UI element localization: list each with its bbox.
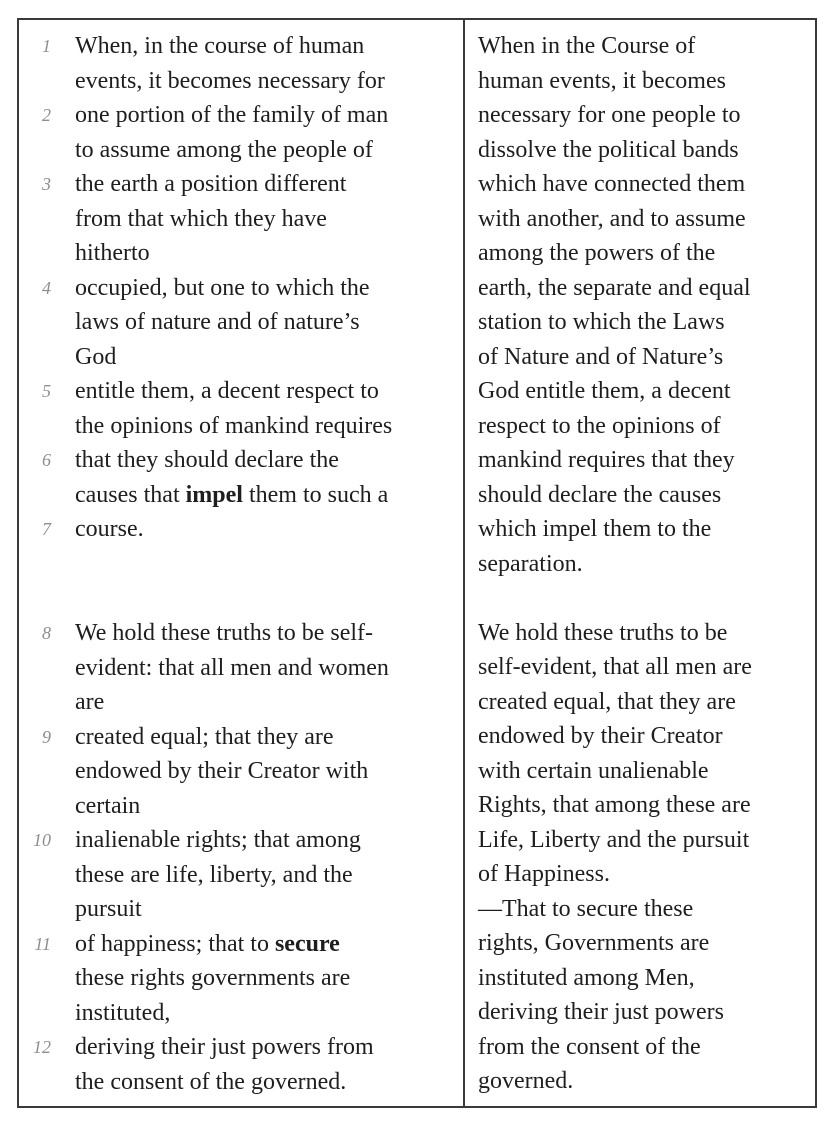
line-number: 12 — [33, 1037, 51, 1057]
text-line: dissolve the political bands — [478, 136, 739, 163]
text-line: We hold these truths to be self- — [75, 620, 373, 646]
paragraph — [478, 29, 811, 581]
text-line: When in the Course of — [478, 33, 696, 59]
line-number: 4 — [42, 277, 51, 298]
text-line: among the powers of the — [478, 240, 716, 266]
line-number: 2 — [42, 105, 51, 125]
text-line: from that which they have — [75, 205, 327, 232]
text-line: When, in the course of human — [75, 33, 365, 59]
numbered-item — [19, 98, 461, 167]
item-text — [75, 29, 461, 98]
text-line: should declare the causes — [478, 481, 722, 508]
line-number: 3 — [42, 174, 51, 194]
numbered-item — [19, 271, 461, 375]
text-line: deriving their just powers from — [75, 1034, 374, 1060]
item-text — [75, 374, 461, 443]
right-column — [465, 20, 815, 1106]
line-number: 6 — [42, 450, 51, 470]
item-text — [75, 616, 461, 720]
line-number: 1 — [42, 36, 51, 56]
numbered-item — [19, 720, 461, 824]
item-text — [75, 167, 461, 271]
line-number: 7 — [42, 519, 51, 539]
right-section — [478, 29, 811, 581]
text-line: necessary for one people to — [478, 102, 741, 128]
numbered-item — [19, 927, 461, 1031]
text-line: course. — [75, 516, 144, 542]
numbered-item — [19, 167, 461, 271]
text-line: of Happiness. — [478, 861, 610, 887]
text-line: Life, Liberty and the pursuit — [478, 826, 750, 853]
numbered-item — [19, 616, 461, 720]
left-section — [19, 616, 461, 1099]
text-line: rights, Governments are — [478, 930, 710, 956]
text-line: these rights governments are — [75, 965, 351, 991]
text-line: human events, it becomes — [478, 67, 726, 94]
text-line: separation. — [478, 550, 583, 577]
item-text — [75, 271, 461, 375]
item-text — [75, 1030, 461, 1099]
text-line: self-evident, that all men are — [478, 654, 752, 680]
right-section — [478, 616, 811, 1099]
line-number: 10 — [33, 830, 51, 850]
text-line: —That to secure these — [478, 895, 694, 922]
line-number: 5 — [42, 381, 51, 401]
left-column — [19, 20, 465, 1106]
text-line: from the consent of the — [478, 1033, 701, 1060]
text-line: inalienable rights; that among — [75, 827, 361, 853]
left-section — [19, 29, 461, 547]
text-line: endowed by their Creator — [478, 723, 723, 749]
text-line: causes that impel them to such a — [75, 481, 389, 508]
text-line: God — [75, 343, 117, 370]
text-line: the opinions of mankind requires — [75, 412, 393, 439]
numbered-item — [19, 29, 461, 98]
text-line: that they should declare the — [75, 447, 339, 473]
text-line: mankind requires that they — [478, 447, 735, 473]
line-number: 8 — [42, 623, 51, 643]
numbered-item — [19, 374, 461, 443]
text-line: God entitle them, a decent — [478, 378, 731, 404]
text-line: which impel them to the — [478, 516, 712, 542]
text-line: these are life, liberty, and the — [75, 861, 353, 888]
item-text — [75, 443, 461, 512]
text-line: respect to the opinions of — [478, 412, 721, 439]
text-line: laws of nature and of nature’s — [75, 309, 360, 335]
text-line: instituted, — [75, 999, 171, 1026]
text-line: entitle them, a decent respect to — [75, 378, 379, 404]
paragraph — [478, 616, 811, 892]
text-line: certain — [75, 792, 141, 819]
paragraph — [478, 892, 811, 1099]
text-line: created equal, that they are — [478, 688, 736, 715]
text-line: one portion of the family of man — [75, 102, 389, 128]
text-line: occupied, but one to which the — [75, 274, 370, 301]
text-line: instituted among Men, — [478, 964, 695, 991]
text-line: We hold these truths to be — [478, 619, 728, 646]
text-line: endowed by their Creator with — [75, 758, 369, 784]
numbered-item — [19, 443, 461, 512]
text-line: deriving their just powers — [478, 999, 724, 1025]
text-line: earth, the separate and equal — [478, 274, 751, 301]
text-line: which have connected them — [478, 171, 746, 197]
comparison-table — [17, 18, 817, 1108]
item-text — [75, 98, 461, 167]
numbered-item — [19, 823, 461, 927]
text-line: the earth a position different — [75, 171, 347, 197]
item-text — [75, 823, 461, 927]
text-line: the consent of the governed. — [75, 1068, 347, 1095]
text-line: of happiness; that to secure — [75, 930, 340, 957]
item-text — [75, 927, 461, 1031]
numbered-item — [19, 1030, 461, 1099]
text-line: with another, and to assume — [478, 205, 746, 232]
text-line: governed. — [478, 1068, 574, 1094]
text-line: events, it becomes necessary for — [75, 67, 385, 94]
line-number: 9 — [42, 726, 51, 747]
numbered-item — [19, 512, 461, 547]
text-line: are — [75, 689, 105, 715]
item-text — [75, 720, 461, 824]
text-line: hitherto — [75, 240, 150, 266]
line-number: 11 — [34, 933, 51, 954]
text-line: Rights, that among these are — [478, 792, 751, 818]
text-line: of Nature and of Nature’s — [478, 343, 724, 370]
text-line: evident: that all men and women — [75, 654, 389, 681]
text-line: to assume among the people of — [75, 136, 373, 163]
text-line: with certain unalienable — [478, 757, 709, 784]
text-line: pursuit — [75, 896, 142, 922]
item-text — [75, 512, 461, 547]
text-line: created equal; that they are — [75, 723, 334, 750]
text-line: station to which the Laws — [478, 309, 725, 335]
